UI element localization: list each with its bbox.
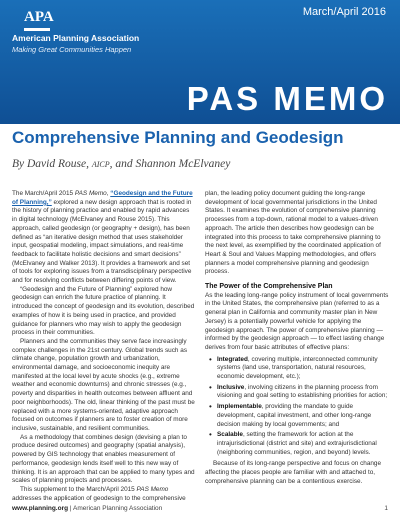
list-item [217,431,389,457]
list-text: , covering multiple, interconnected community systems (land use, transportation, natural resources, economic development, etc.); [217,355,378,381]
paragraph: As the leading long-range policy instrument of local governments in the United States, the comprehensive plan (referred to as a general plan in California and community master plan in New Jersey) is a potentially powerful vehicle for applying the geodesign approach. The power of comprehensive planning — informed by the geodesign approach — to effect lasting change derives from four basic attributes of effective plans: [205,291,389,351]
paragraph-text: addresses the application of geodesign to the comprehensive [12,494,186,502]
paragraph: As a methodology that combines design (devising a plan to produce desired outcomes) and geography (spatial analysis), powered by GIS technology that enables measurement of performance, geodesign lends itself well to this new way of thinking. It is an approach that can be applied to many types and scales of planning projects and processes. [12,433,195,485]
paragraph [12,486,196,503]
byline-credential: AICP [91,160,110,169]
byline-suffix: , and Shannon McElvaney [109,158,231,170]
list-item [217,384,389,401]
paragraph-text: The March/April 2015 [12,190,75,197]
list-term: Inclusive [217,383,245,391]
list-text: , providing the mandate to guide development, capital investment, and other long-range decision making by local governments; and [217,403,372,428]
list-text: , involving citizens in the planning process from visioning and goal setting to establishing priorities for action; [217,383,388,400]
issue-date: March/April 2016 [302,6,386,18]
paragraph [12,190,196,286]
byline-prefix: By David Rouse, [12,158,89,170]
section-heading: The Power of the Comprehensive Plan [205,283,333,291]
paragraph: Planners and the communities they serve face increasingly complex challenges in the 21st century. Global trends such as climate change, population growth and urbanization, environmental damage, and socioeconomic inequity are manifested at the local level by acute shocks (e.g., extreme weather and economic downturns) and chronic stresses (e.g., poverty and disparities in health outcomes between affluent and poor neighborhoods). The old, linear thinking of the past must be replaced with a more systems-oriented, adaptive approach focused on outcomes if planners are to foster creation of more inclusive, sustainable, and resilient communities. [12,337,195,432]
article-link[interactable]: “Geodesign and the Future of Planning,” [12,190,193,206]
list-item [217,356,389,382]
footer [12,505,162,512]
footer-separator: | [68,505,74,512]
left-column [12,190,196,503]
footer-org: American Planning Association [73,505,163,512]
header-banner [0,0,400,124]
list-text: , setting the framework for action at the intrajurisdictional (district and site) and extrajurisdictional (neighboring communities, region, and beyond) levels. [217,431,377,456]
apa-logo: APA [24,6,50,31]
byline [12,158,230,170]
org-name: American Planning Association [12,33,140,43]
paragraph-text: explored a new design approach that is rooted in the history of planning practice and enabled by rapid advances in digital technology (McElvaney and Rouse 2015). This approach, called geodesign (or geography + design), has been defined as “an iterative design method that uses stakeholder input, geospatial modeling, impact simulations, and real-time feedback to facilitate holistic decisions and smart decisions” (McElvaney and Walker 2013). It provides a framework and set of tools for exploring issues from a transdisciplinary perspective and for resolving conflicts between differing points of view. [12,198,192,285]
paragraph: Because of its long-range perspective and focus on change affecting the places people are familiar with and attached to, comprehensive planning can be a contentious exercise. [205,460,382,485]
series-title: PAS MEMO [186,80,388,117]
list-term: Implementable [217,403,262,411]
page-number: 1 [384,505,388,512]
publication-title: PAS Memo [136,485,169,493]
list-item [217,403,389,429]
list-term: Integrated [217,355,248,363]
paragraph-text: , [106,190,111,197]
attribute-list [205,356,389,458]
publication-title: PAS Memo [74,190,107,197]
right-column [205,190,389,487]
article-title: Comprehensive Planning and Geodesign [12,128,344,147]
footer-url[interactable]: www.planning.org [12,505,69,512]
list-term: Scalable [217,431,243,439]
paragraph: plan, the leading policy document guiding the long-range development of local governmental jurisdictions in the United States. It examines the evolution of comprehensive planning processes from a top-down, rational model to a values-driven approach. The article then describes how geodesign can be integrated into this process to take comprehensive planning to the next level, as exemplified by the coordinated application of Heart & Soul and Values Mapping methodologies, and offers planners a model comprehensive planning and geodesign process. [205,190,381,276]
tagline: Making Great Communities Happen [12,45,132,54]
paragraph-text: This supplement to the March/April 2015 [20,485,137,493]
paragraph: “Geodesign and the Future of Planning” explored how geodesign can enrich the future practice of planning. It introduced the concept of geodesign and its evolution, described examples of how it is being used in practice, and provided guidance for planners who may wish to apply the geodesign process in their communities. [12,285,195,337]
